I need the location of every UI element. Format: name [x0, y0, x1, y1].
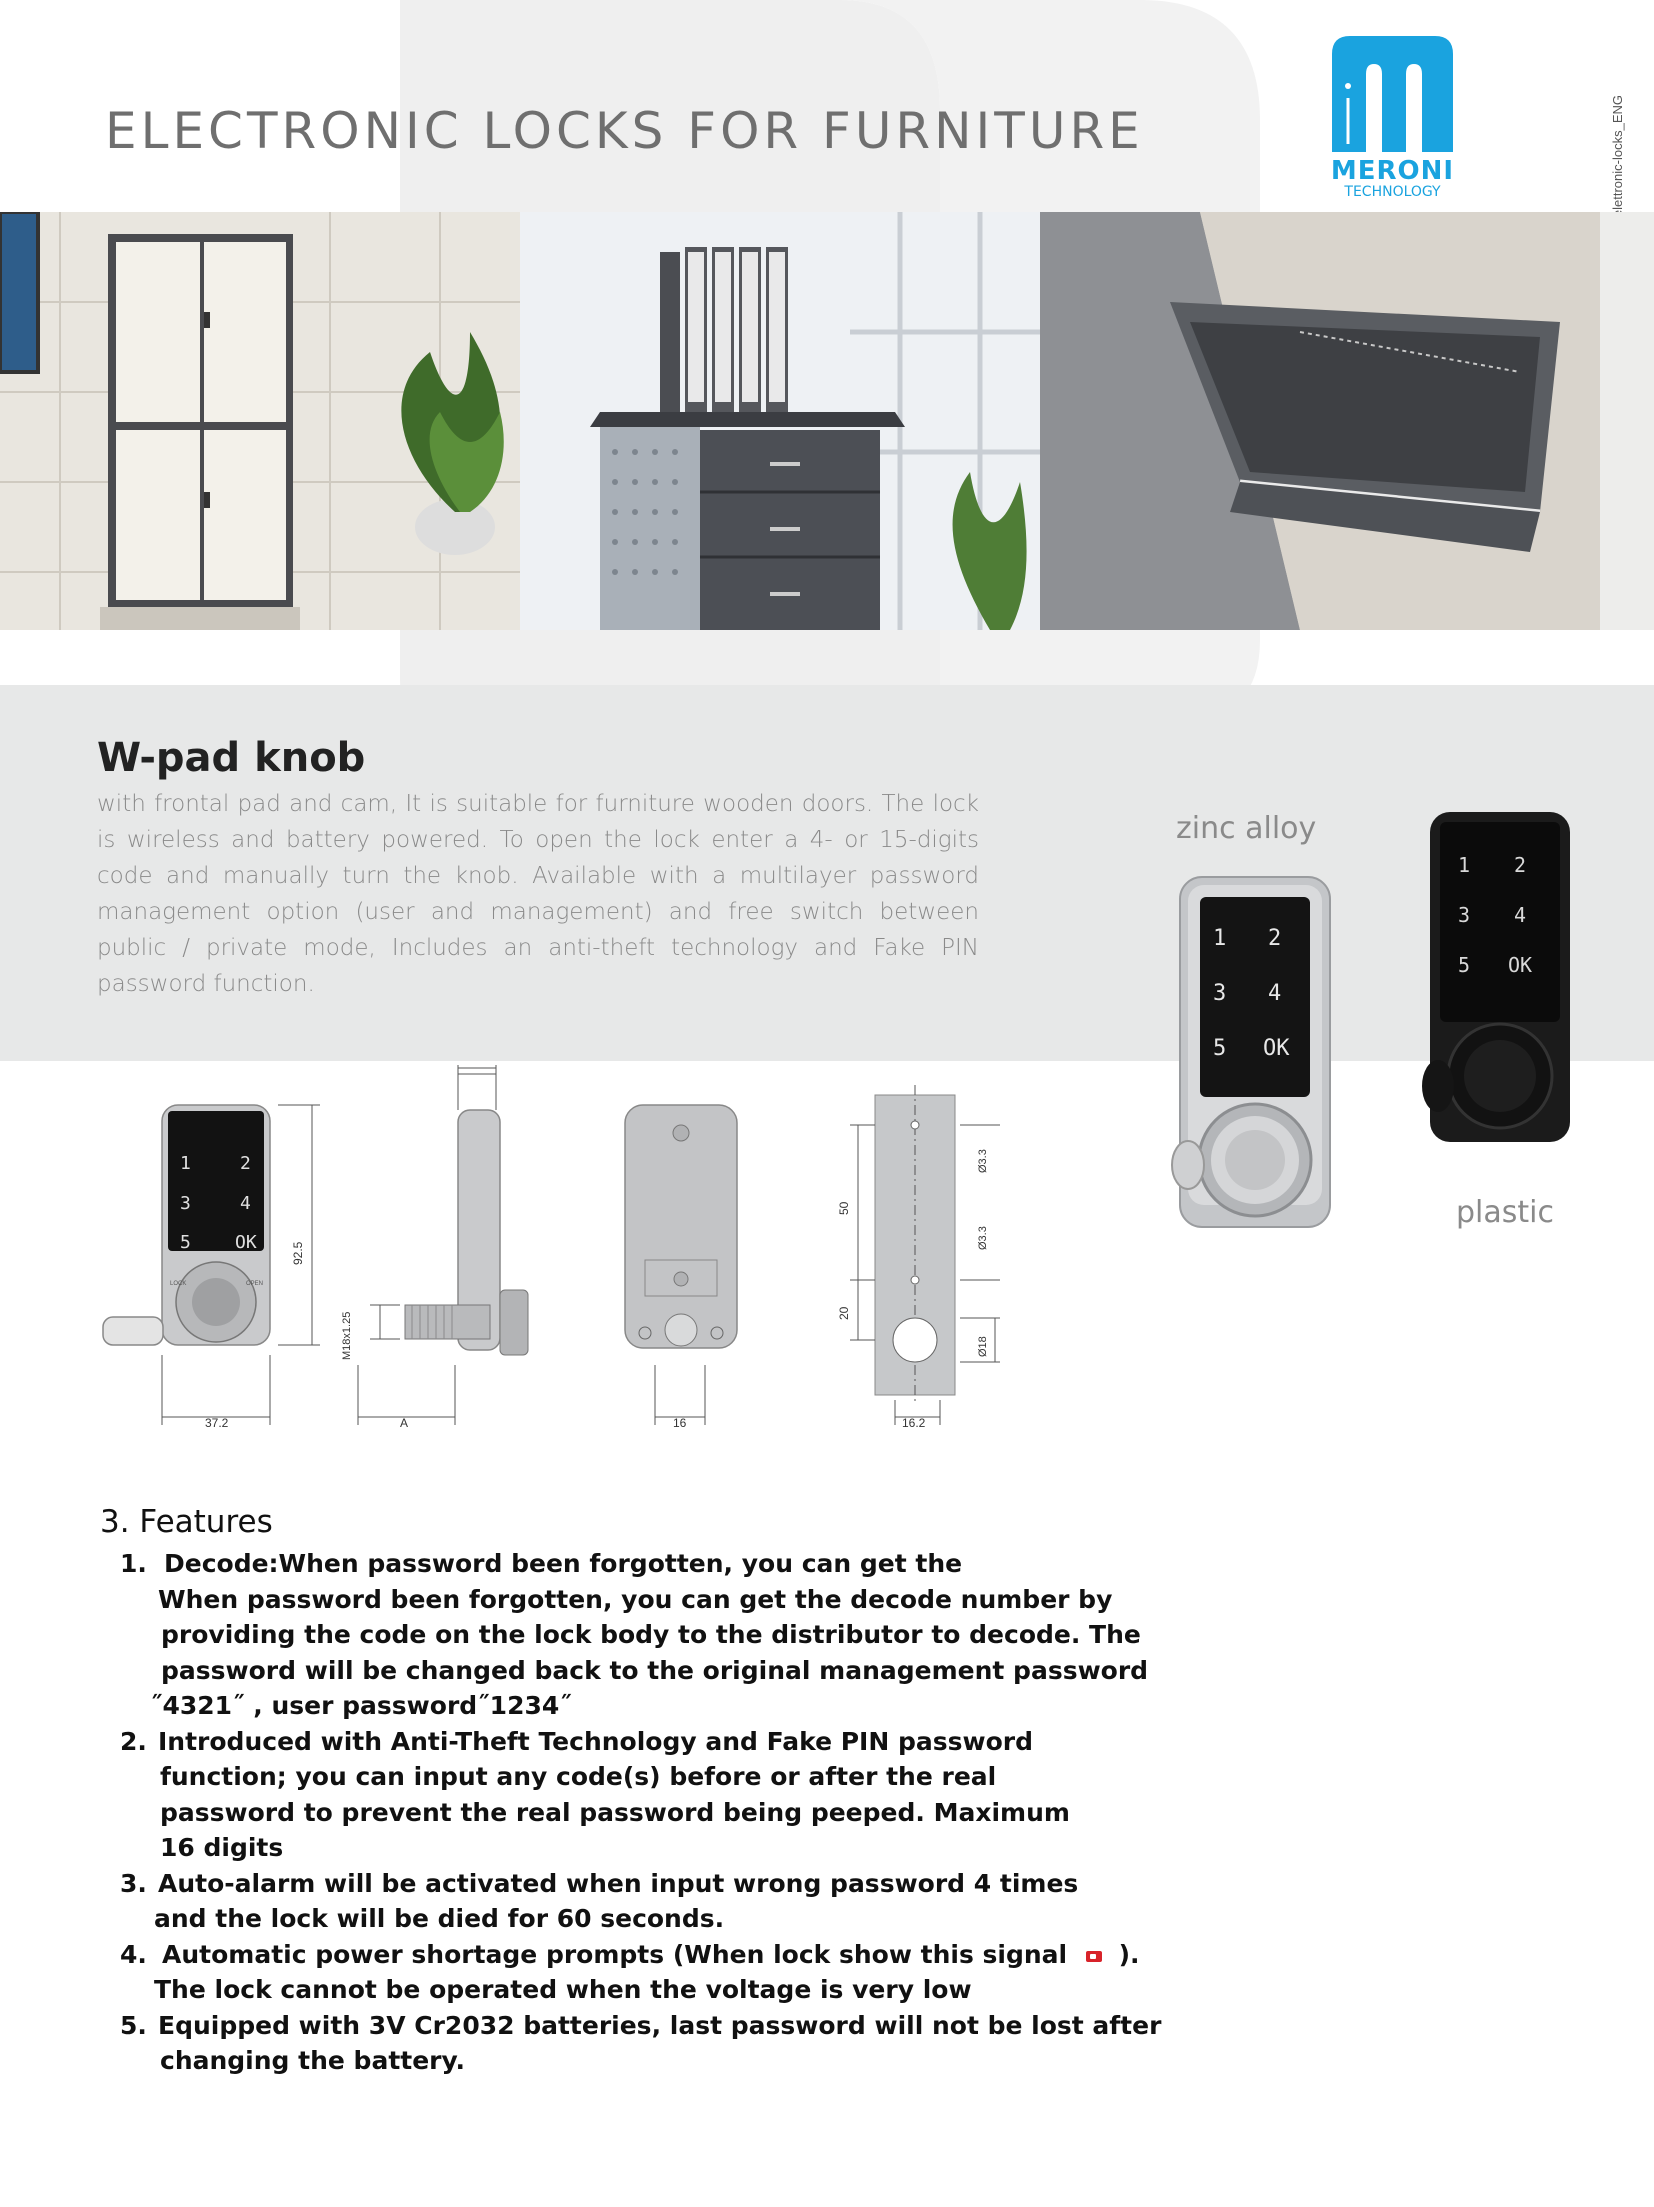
- technical-drawing: [100, 1065, 1040, 1450]
- feature-number: 3.: [120, 1868, 147, 1898]
- brand-subtitle: TECHNOLOGY: [1344, 184, 1441, 200]
- feature-line: 16 digits: [160, 1833, 284, 1862]
- keypad-key: OK: [235, 1232, 257, 1253]
- brand-logo: [1330, 34, 1455, 199]
- feature-line: Equipped with 3V Cr2032 batteries, last password will not be lost after: [158, 2010, 1162, 2040]
- feature-line-suffix: ).: [1118, 1939, 1140, 1969]
- dim-a: A: [400, 1416, 409, 1430]
- knob-open-label: OPEN: [246, 1281, 264, 1287]
- features-title: 3. Features: [100, 1504, 273, 1540]
- product-description: with frontal pad and cam, It is suitable for furniture wooden doors. The lock is wireless and battery powered. To open the lock enter a 4- or 15-digits code and manually turn the knob. Available with a multilayer password management option (user and management) and free switch between public / private mode, Includes an anti-theft technology and Fake PIN password function.: [97, 791, 979, 997]
- drawing-front-view: [103, 1105, 320, 1430]
- keypad-key: 5: [1213, 1036, 1227, 1061]
- photo-drawer-unit: [520, 212, 1040, 630]
- keypad-key: 4: [240, 1193, 251, 1214]
- keypad-key: 4: [1268, 981, 1282, 1006]
- photo-open-drawer: [1040, 212, 1654, 630]
- dim-cut-top: 50: [837, 1201, 851, 1215]
- feature-line: password will be changed back to the original management password: [161, 1655, 1149, 1685]
- feature-line: and the lock will be died for 60 seconds.: [154, 1904, 725, 1933]
- keypad-key: 5: [180, 1232, 191, 1253]
- knob-lock-label: LOCK: [170, 1281, 187, 1287]
- dim-hole-small-2: Ø3.3: [977, 1226, 989, 1250]
- keypad-key: OK: [1263, 1036, 1290, 1061]
- plastic-lock-image: [1418, 808, 1573, 1148]
- feature-item: [120, 1546, 1149, 1724]
- dim-thread: M18x1.25: [341, 1311, 353, 1360]
- low-battery-icon: [1086, 1951, 1102, 1962]
- drawing-side-view: [341, 1065, 528, 1430]
- dim-width: 37.2: [205, 1416, 229, 1430]
- drawing-cutout-view: [837, 1085, 1000, 1430]
- feature-line: changing the battery.: [160, 2046, 466, 2075]
- brand-name: MERONI: [1330, 156, 1455, 186]
- keypad-key: 2: [1514, 853, 1527, 877]
- feature-item: [120, 2008, 1162, 2079]
- feature-item: [120, 1937, 1140, 2008]
- feature-line: Automatic power shortage prompts (When lock show this signal: [162, 1939, 1068, 1969]
- feature-line: password to prevent the real password being peeped. Maximum: [160, 1797, 1070, 1827]
- page-title: ELECTRONIC LOCKS FOR FURNITURE: [105, 101, 1144, 160]
- feature-line: Decode:When password been forgotten, you can get the: [164, 1549, 963, 1578]
- feature-number: 4.: [120, 1939, 147, 1969]
- variant-label-zinc: zinc alloy: [1176, 811, 1317, 846]
- drawing-back-view: [625, 1105, 737, 1430]
- feature-line: providing the code on the lock body to the distributor to decode. The: [161, 1620, 1141, 1649]
- keypad-key: 4: [1514, 903, 1527, 927]
- keypad-key: 5: [1458, 953, 1471, 977]
- feature-number: 2.: [120, 1726, 147, 1756]
- feature-number: 1.: [120, 1549, 147, 1578]
- features-section: [100, 1504, 1162, 2079]
- dim-hole-small-1: Ø3.3: [977, 1149, 989, 1173]
- keypad-key: 2: [1268, 926, 1282, 951]
- dim-cut-width: 16.2: [902, 1416, 926, 1430]
- dim-back-width: 16: [673, 1416, 687, 1430]
- keypad-key: 1: [1213, 926, 1227, 951]
- photo-cabinet: [0, 212, 520, 630]
- feature-line: The lock cannot be operated when the voltage is very low: [154, 1975, 972, 2004]
- keypad-key: 2: [240, 1153, 251, 1174]
- keypad-key: 1: [1458, 853, 1471, 877]
- dim-cut-bottom: 20: [837, 1306, 851, 1320]
- dim-hole-large: Ø18: [977, 1336, 989, 1357]
- keypad-key: 3: [1213, 981, 1227, 1006]
- feature-item: [120, 1724, 1090, 1866]
- feature-line: When password been forgotten, you can get the decode number by: [158, 1584, 1113, 1614]
- dim-height: 92.5: [291, 1241, 305, 1265]
- feature-number: 5.: [120, 2010, 147, 2040]
- feature-line: Auto-alarm will be activated when input wrong password 4 times: [158, 1868, 1079, 1898]
- keypad-key: 1: [180, 1153, 191, 1174]
- keypad-key: 3: [180, 1193, 191, 1214]
- feature-line: Introduced with Anti-Theft Technology and Fake PIN password: [158, 1726, 1033, 1756]
- keypad-key: 3: [1458, 903, 1471, 927]
- feature-item: [120, 1866, 1090, 1937]
- variant-label-plastic: plastic: [1456, 1195, 1554, 1230]
- feature-line: function; you can input any code(s) before or after the real: [160, 1762, 997, 1791]
- meroni-logo-icon: [1330, 34, 1455, 154]
- feature-line: ˝4321˝ , user password˝1234˝: [150, 1691, 572, 1720]
- product-title: W-pad knob: [97, 735, 366, 781]
- zinc-alloy-lock-image: [1168, 875, 1338, 1235]
- keypad-key: OK: [1508, 953, 1533, 977]
